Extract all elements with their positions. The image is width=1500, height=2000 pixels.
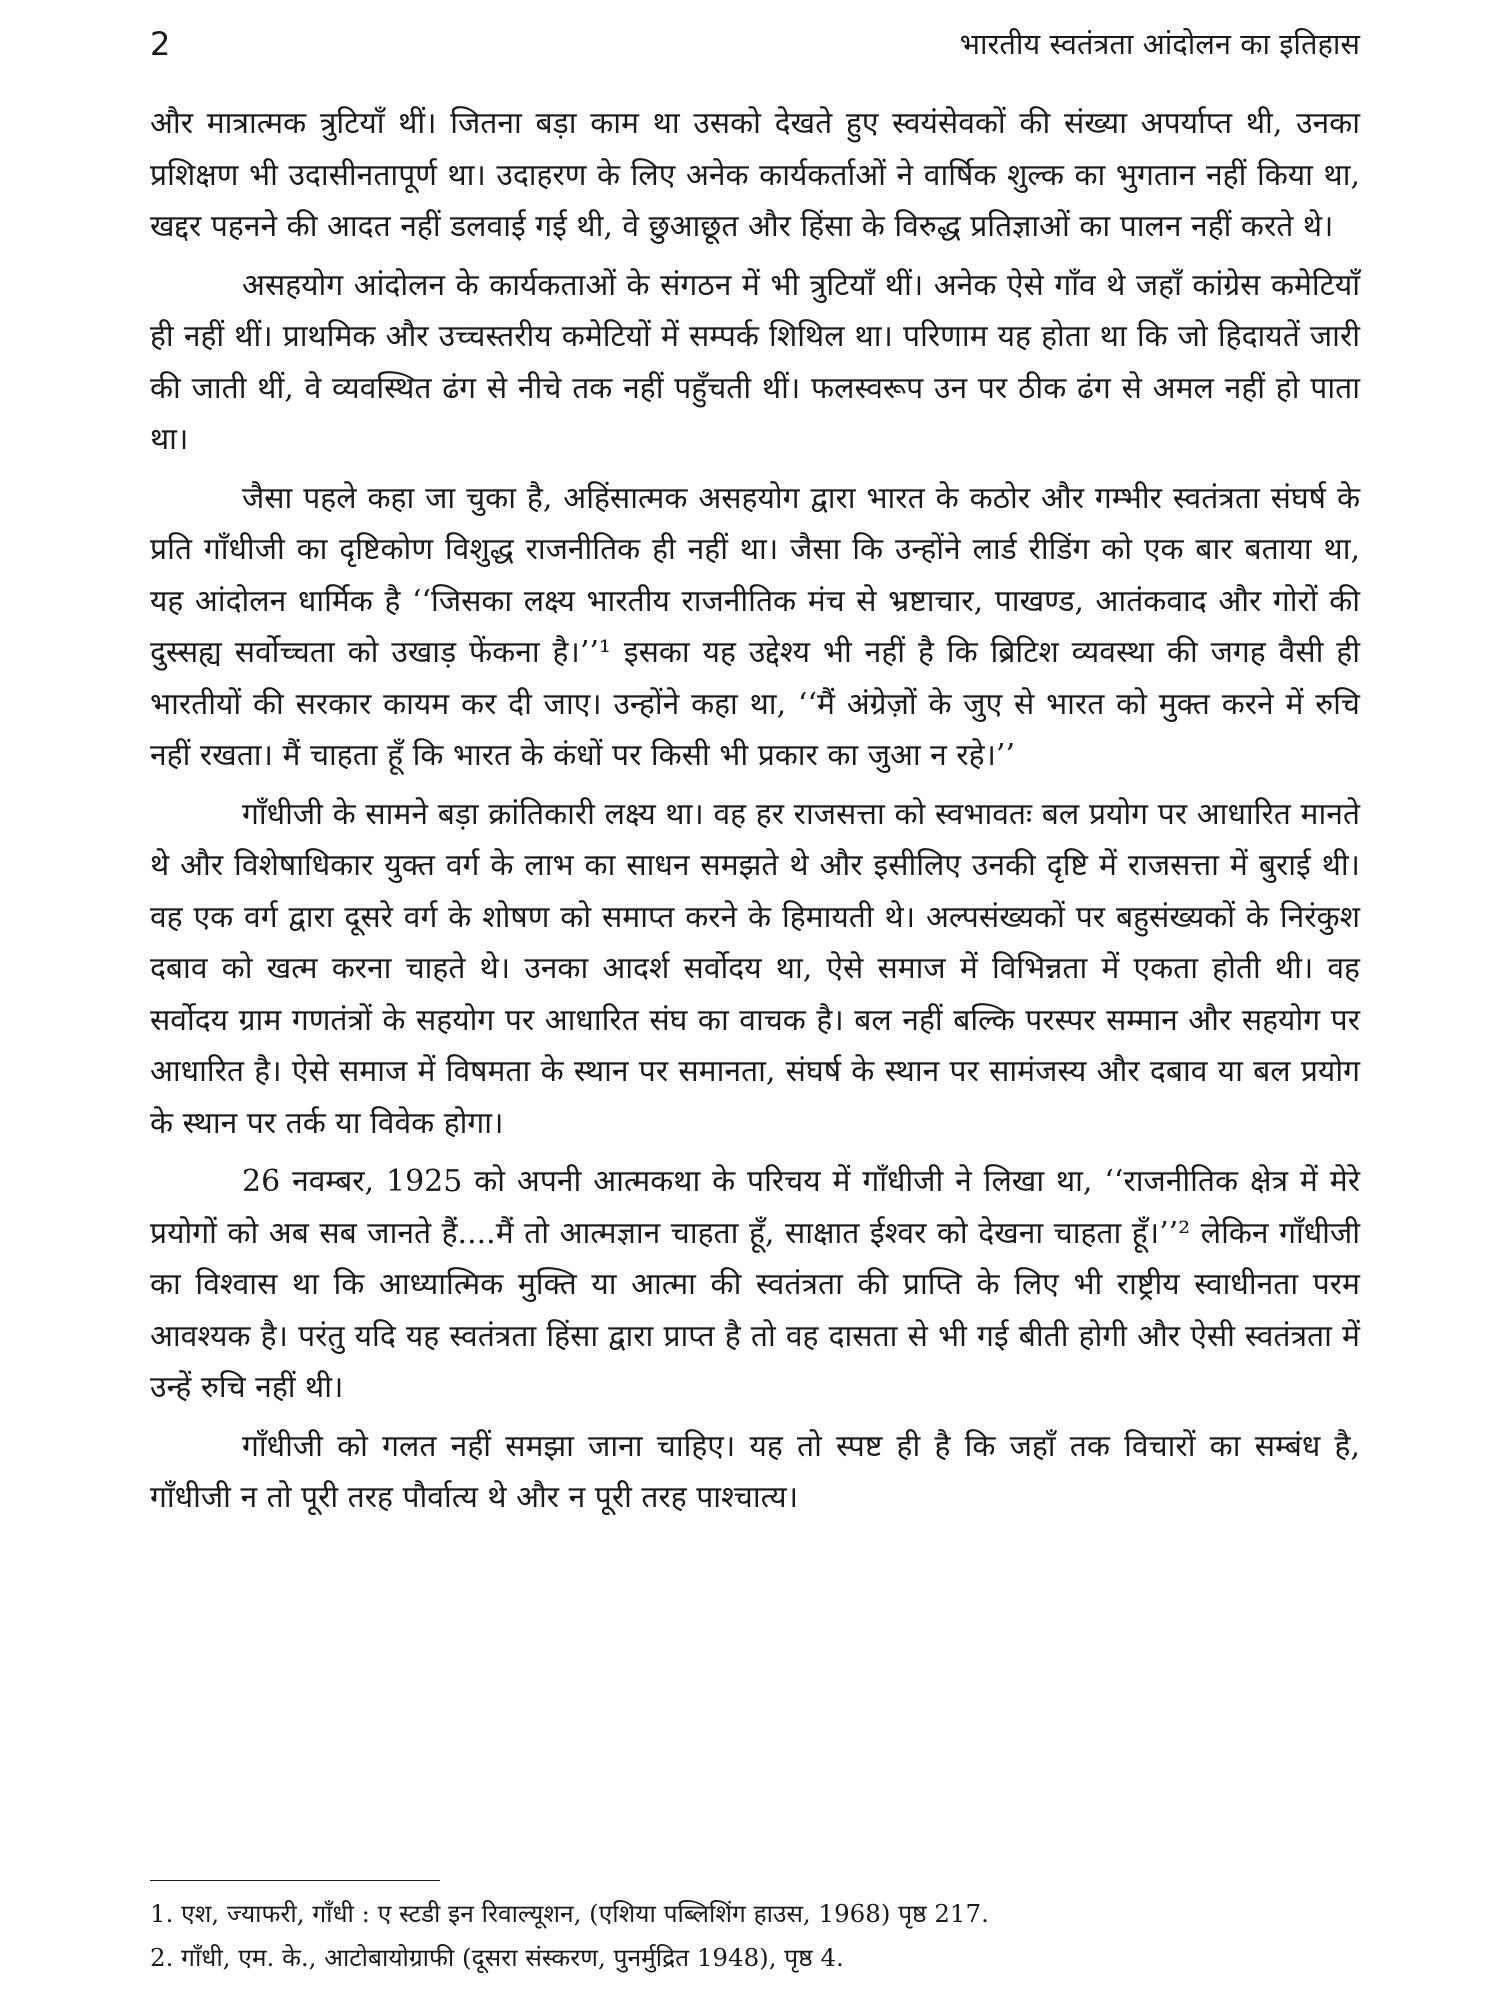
body-text	[150, 98, 1360, 1524]
page-number: 2	[150, 25, 171, 63]
running-title: भारतीय स्वतंत्रता आंदोलन का इतिहास	[959, 27, 1360, 61]
paragraph-4: गाँधीजी के सामने बड़ा क्रांतिकारी लक्ष्य था। वह हर राजसत्ता को स्वभावतः बल प्रयोग पर आधारित मानते थे और विशेषाधिकार युक्त वर्ग के लाभ का साधन समझते थे और इसीलिए उनकी दृष्टि में राजसत्ता में बुराई थी। वह एक वर्ग द्वारा दूसरे वर्ग के शोषण को समाप्त करने के हिमायती थे। अल्पसंख्यकों पर बहुसंख्यकों के निरंकुश दबाव को खत्म करना चाहते थे। उनका आदर्श सर्वोदय था, ऐसे समाज में विभिन्नता में एकता होती थी। वह सर्वोदय ग्राम गणतंत्रों के सहयोग पर आधारित संघ का वाचक है। बल नहीं बल्कि परस्पर सम्मान और सहयोग पर आधारित है। ऐसे समाज में विषमता के स्थान पर समानता, संघर्ष के स्थान पर सामंजस्य और दबाव या बल प्रयोग के स्थान पर तर्क या विवेक होगा।	[150, 796, 1360, 1141]
paragraph-6-line-1: गाँधीजी को गलत नहीं समझा जाना चाहिए। यह तो स्पष्ट ही है कि जहाँ तक	[242, 1428, 1110, 1464]
footnote-divider	[150, 1880, 440, 1881]
footnotes	[150, 1892, 1360, 1980]
running-head	[150, 22, 1360, 72]
paragraph-2: असहयोग आंदोलन के कार्यकताओं के संगठन में भी त्रुटियाँ थीं। अनेक ऐसे गाँव थे जहाँ कांग्रेस कमेटियाँ ही नहीं थीं। प्राथमिक और उच्चस्तरीय कमेटियों में सम्पर्क शिथिल था। परिणाम यह होता था कि जो हिदायतें जारी की जाती थीं, वे व्यवस्थित ढंग से नीचे तक नहीं पहुँचती थीं। फलस्वरूप उन पर ठीक ढंग से अमल नहीं हो पाता था।	[150, 267, 1360, 457]
paragraph-1: और मात्रात्मक त्रुटियाँ थीं। जितना बड़ा काम था उसको देखते हुए स्वयंसेवकों की संख्या अपर्याप्त थी, उनका प्रशिक्षण भी उदासीनतापूर्ण था। उदाहरण के लिए अनेक कार्यकर्ताओं ने वार्षिक शुल्क का भुगतान नहीं किया था, खद्दर पहनने की आदत नहीं डलवाई गई थी, वे छुआछूत और हिंसा के विरुद्ध प्रतिज्ञाओं का पालन नहीं करते थे।	[150, 106, 1360, 244]
footnote-1: 1. एश, ज्याफरी, गाँधी : ए स्टडी इन रिवाल्यूशन, (एशिया पब्लिशिंग हाउस, 1968) पृष्ठ 217.	[150, 1899, 989, 1928]
paragraph-6-line-2: विचारों का सम्बंध है, गाँधीजी न तो पूरी तरह पौर्वात्य थे और न पूरी तरह पाश्चात्य।	[150, 1428, 1360, 1515]
paragraph-3: जैसा पहले कहा जा चुका है, अहिंसात्मक असहयोग द्वारा भारत के कठोर और गम्भीर स्वतंत्रता संघर्ष के प्रति गाँधीजी का दृष्टिकोण विशुद्ध राजनीतिक ही नहीं था। जैसा कि उन्होंने लार्ड रीडिंग को एक बार बताया था, यह आंदोलन धार्मिक है ‘‘जिसका लक्ष्य भारतीय राजनीतिक मंच से भ्रष्टाचार, पाखण्ड, आतंकवाद और गोरों की दुस्सह्य सर्वोच्चता को उखाड़ फेंकना है।’’¹ इसका यह उद्देश्य भी नहीं है कि ब्रिटिश व्यवस्था की जगह वैसी ही भारतीयों की सरकार कायम कर दी जाए। उन्होंने कहा था, ‘‘मैं अंग्रेज़ों के जुए से भारत को मुक्त करने में रुचि नहीं रखता। मैं चाहता हूँ कि भारत के कंधों पर किसी भी प्रकार का जुआ न रहे।’’	[150, 480, 1360, 773]
paragraph-5: 26 नवम्बर, 1925 को अपनी आत्मकथा के परिचय में गाँधीजी ने लिखा था, ‘‘राजनीतिक क्षेत्र में मेरे प्रयोगों को अब सब जानते हैं....मैं तो आत्मज्ञान चाहता हूँ, साक्षात ईश्वर को देखना चाहता हूँ।’’² लेकिन गाँधीजी का विश्वास था कि आध्यात्मिक मुक्ति या आत्मा की स्वतंत्रता की प्राप्ति के लिए भी राष्ट्रीय स्वाधीनता परम आवश्यक है। परंतु यदि यह स्वतंत्रता हिंसा द्वारा प्राप्त है तो वह दासता से भी गई बीती होगी और ऐसी स्वतंत्रता में उन्हें रुचि नहीं थी।	[150, 1164, 1360, 1405]
paragraph-6	[150, 1421, 1360, 1524]
footnote-2: 2. गाँधी, एम. के., आटोबायोग्राफी (दूसरा संस्करण, पुनर्मुद्रित 1948), पृष्ठ 4.	[150, 1943, 844, 1972]
